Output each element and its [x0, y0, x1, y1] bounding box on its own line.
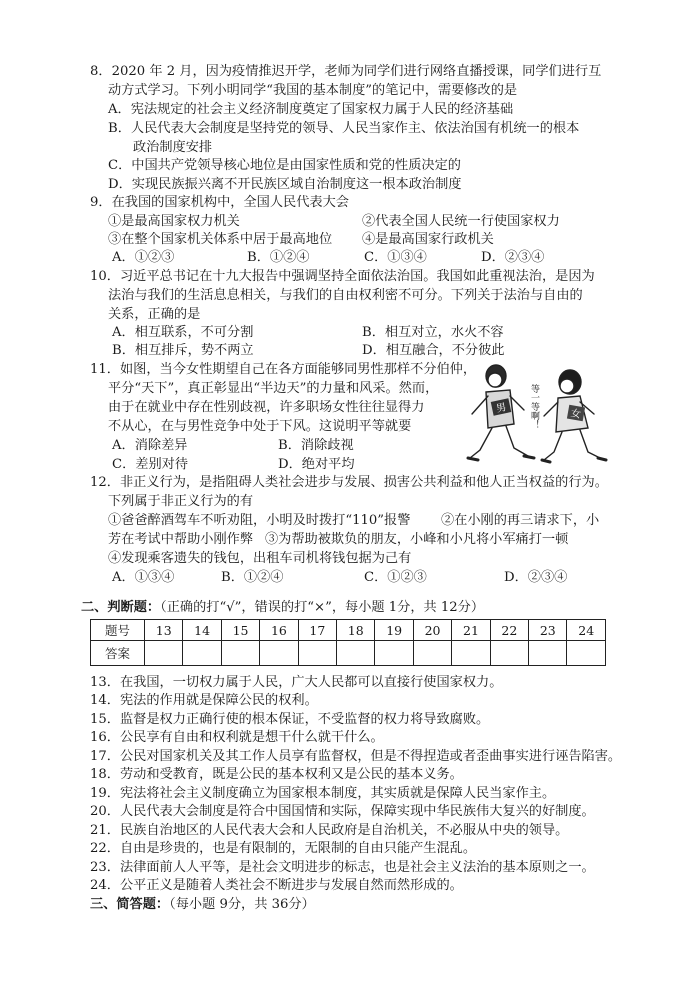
- q9-option-c: C．①③④: [364, 250, 427, 265]
- speech-text: 等一等啊！: [529, 384, 539, 429]
- answer-cell[interactable]: [221, 641, 259, 666]
- q11-option-a: A．消除差异: [112, 438, 188, 453]
- section3-note: （每小题 9分，共 36分）: [169, 897, 315, 912]
- answer-cell[interactable]: [183, 641, 221, 666]
- q10-option-a: A．相互联系，不可分割: [112, 325, 254, 340]
- judge-item-19: 19．宪法将社会主义制度确立为国家根本制度，其实质就是保障人民当家作主。: [90, 786, 556, 801]
- judge-item-15: 15．监督是权力正确行使的根本保证，不受监督的权力将导致腐败。: [90, 712, 490, 727]
- answer-cell[interactable]: [260, 641, 298, 666]
- q12-stem-line2: 下列属于非正义行为的有: [108, 494, 254, 509]
- question-number-cell: 19: [375, 620, 413, 641]
- female-tag-text: 女: [569, 408, 582, 421]
- q9-statement-3: ③在整个国家机关体系中居于最高地位: [108, 232, 333, 247]
- question-number-cell: 24: [567, 620, 606, 641]
- question-number-cell: 16: [260, 620, 298, 641]
- q10-stem-line3: 关系，正确的是: [108, 307, 201, 322]
- q10-options-row1: [108, 324, 628, 342]
- section2-title: 二、判断题：: [81, 600, 161, 615]
- answer-cell[interactable]: [567, 641, 606, 666]
- male-tag-text: 男: [495, 402, 508, 415]
- question-number-cell: 20: [413, 620, 451, 641]
- speech-bubble: [529, 383, 540, 429]
- q11-option-c: C．差别对待: [112, 457, 189, 472]
- q12-option-c: C．①②③: [364, 570, 427, 585]
- q8-option-b: B．人民代表大会制度是坚持党的领导、人民当家作主、依法治国有机统一的根本: [108, 121, 580, 136]
- answer-cell[interactable]: [490, 641, 528, 666]
- q11-stem-line1: 11．如图，当今女性期望自己在各方面能够同男性那样不分伯仲，: [90, 362, 477, 377]
- answer-cell[interactable]: [413, 641, 451, 666]
- question-number-cell: 13: [145, 620, 183, 641]
- q9-statement-2: ②代表全国人民统一行使国家权力: [362, 214, 560, 229]
- section3-heading: [90, 896, 315, 914]
- gender-race-cartoon: [458, 362, 608, 470]
- judge-item-18: 18．劳动和受教育，既是公民的基本权利又是公民的基本义务。: [90, 767, 463, 782]
- judge-item-21: 21．民族自治地区的人民代表大会和人民政府是自治机关，不必服从中央的领导。: [90, 823, 569, 838]
- q9-option-d: D．②③④: [481, 250, 545, 265]
- question-number-cell: 14: [183, 620, 221, 641]
- question-number-cell: 17: [298, 620, 336, 641]
- q9-statement-4: ④是最高国家行政机关: [362, 232, 494, 247]
- q10-option-d: D．相互融合，不分彼此: [362, 343, 505, 358]
- q8-option-d: D．实现民族振兴离不开民族区域自治制度这一根本政治制度: [108, 177, 462, 192]
- answer-cell[interactable]: [375, 641, 413, 666]
- judge-item-23: 23．法律面前人人平等，是社会文明进步的标志，也是社会主义法治的基本原则之一。: [90, 860, 595, 875]
- q8-option-b-cont: 政治制度安排: [133, 140, 213, 155]
- q11-option-b: B．消除歧视: [278, 438, 354, 453]
- q9-option-b: B．①②④: [247, 250, 310, 265]
- q10-stem-line1: 10．习近平总书记在十九大报告中强调坚持全面依法治国。我国如此重视法治，是因为: [90, 269, 595, 284]
- q12-option-b: B．①②④: [221, 570, 284, 585]
- answer-grid-header-label: 题号: [91, 620, 145, 641]
- q9-stem: 9．在我国的国家机构中，全国人民代表大会: [90, 195, 349, 210]
- q8-option-a: A．宪法规定的社会主义经济制度奠定了国家权力属于人民的经济基础: [108, 102, 514, 117]
- female-tag-badge: [567, 405, 585, 422]
- q11-stem-line2: 平分“天下”，真正彰显出“半边天”的力量和风采。然而，: [108, 381, 439, 396]
- q8-option-c: C．中国共产党领导核心地位是由国家性质和党的性质决定的: [108, 158, 461, 173]
- question-number-cell: 21: [452, 620, 490, 641]
- answer-cell[interactable]: [529, 641, 567, 666]
- section3-title: 三、简答题：: [90, 897, 170, 912]
- q12-option-d: D．②③④: [504, 570, 568, 585]
- q11-option-d: D．绝对平均: [278, 457, 355, 472]
- question-number-cell: 15: [221, 620, 259, 641]
- q8-stem-line2: 动方式学习。下列小明同学“我国的基本制度”的笔记中，需要修改的是: [108, 83, 518, 98]
- answer-grid-header-row: [91, 620, 606, 641]
- q10-option-c: B．相互排斥，势不两立: [112, 343, 254, 358]
- q11-stem-line4: 不从心，在与男性竞争中处于下风。这说明平等就要: [108, 419, 412, 434]
- q12-statement-3: ③为帮助被欺负的朋友，小峰和小凡将小军痛打一顿: [265, 532, 569, 547]
- q10-option-b: B．相互对立，水火不容: [362, 325, 504, 340]
- q11-stem-line3: 由于在就业中存在性别歧视，许多职场女性往往显得力: [108, 400, 425, 415]
- q12-statement-2-cont: 芳在考试中帮助小刚作弊: [108, 532, 254, 547]
- answer-cell[interactable]: [452, 641, 490, 666]
- judge-item-24: 24．公平正义是随着人类社会不断进步与发展自然而然形成的。: [90, 878, 463, 893]
- judge-item-17: 17．公民对国家机关及其工作人员享有监督权，但是不得捏造或者歪曲事实进行诬告陷害。: [90, 749, 622, 764]
- answer-grid-answer-label: 答案: [91, 641, 145, 666]
- question-number-cell: 23: [529, 620, 567, 641]
- section2-heading: [81, 599, 484, 617]
- judge-item-14: 14．宪法的作用就是保障公民的权利。: [90, 693, 318, 708]
- q8-stem-line1: 8．2020 年 2 月，因为疫情推迟开学，老师为同学们进行网络直播授课，同学们进行互: [90, 64, 602, 79]
- q12-options: [108, 569, 628, 587]
- q12-statement-1: ①爸爸醉酒驾车不听劝阻，小明及时拨打“110”报警: [108, 513, 411, 528]
- answer-cell[interactable]: [298, 641, 336, 666]
- answer-grid-table: [90, 619, 606, 666]
- judge-item-20: 20．人民代表大会制度是符合中国国情和实际，保障实现中华民族伟大复兴的好制度。: [90, 804, 595, 819]
- answer-cell[interactable]: [145, 641, 183, 666]
- q12-option-a: A．①③④: [112, 570, 175, 585]
- q10-stem-line2: 法治与我们的生活息息相关，与我们的自由权利密不可分。下列关于法治与自由的: [108, 288, 583, 303]
- question-number-cell: 22: [490, 620, 528, 641]
- judge-item-22: 22．自由是珍贵的，也是有限制的，无限制的自由只能产生混乱。: [90, 841, 477, 856]
- section2-note: （正确的打“√”，错误的打“×”，每小题 1分，共 12分）: [160, 600, 485, 615]
- q12-statement-4: ④发现乘客遗失的钱包，出租车司机将钱包据为己有: [108, 551, 412, 566]
- question-number-cell: 18: [337, 620, 375, 641]
- q10-options-row2: [108, 342, 628, 360]
- answer-cell[interactable]: [337, 641, 375, 666]
- q12-stem-line1: 12．非正义行为，是指阻碍人类社会进步与发展、损害公共利益和他人正当权益的行为。: [90, 475, 608, 490]
- q9-options: [108, 249, 628, 267]
- q12-statement-2: ②在小刚的再三请求下，小: [441, 513, 600, 528]
- q9-statement-1: ①是最高国家权力机关: [108, 214, 240, 229]
- judge-item-16: 16．公民享有自由和权利就是想干什么就干什么。: [90, 730, 384, 745]
- q9-option-a: A．①②③: [112, 250, 175, 265]
- answer-grid-answer-row: [91, 641, 606, 666]
- judge-item-13: 13．在我国，一切权力属于人民，广大人民都可以直接行使国家权力。: [90, 675, 503, 690]
